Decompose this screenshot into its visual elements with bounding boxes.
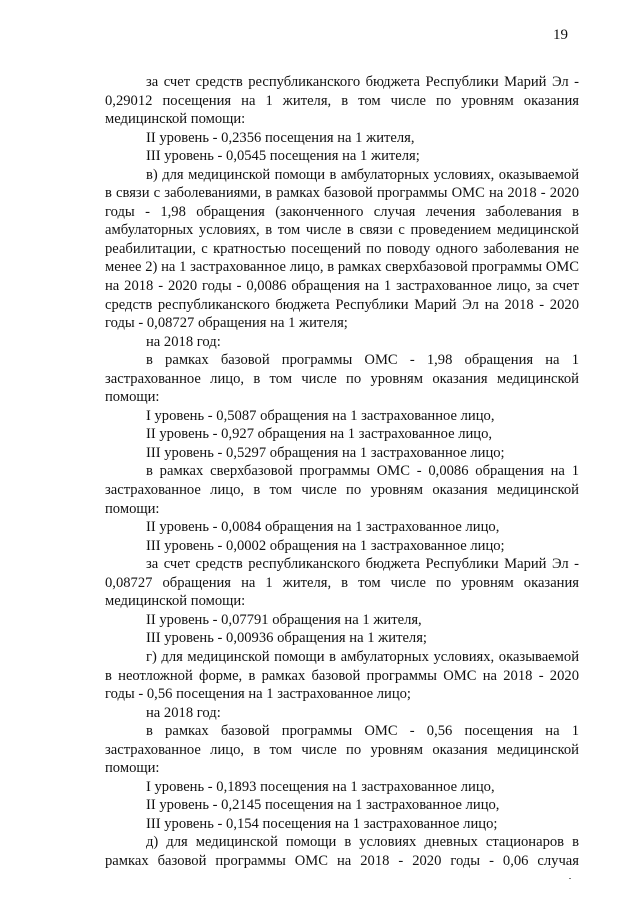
paragraph-extra-level-3-appeals: III уровень - 0,0002 обращения на 1 застрахованное лицо; <box>146 537 505 554</box>
paragraph-republic-budget-visits: за счет средств республиканского бюджета Республики Марий Эл - 0,29012 посещения на 1 жителя, в том числе по уровням оказания медицинской помощи: <box>105 74 579 128</box>
paragraph-extra-base-program-appeals: в рамках сверхбазовой программы ОМС - 0,0086 обращения на 1 застрахованное лицо, в том числе по уровням оказания медицинской помощи: <box>105 463 579 517</box>
paragraph-level-1-visits: I уровень - 0,1893 посещения на 1 застрахованное лицо, <box>146 778 495 795</box>
paragraph-year-2018-second: на 2018 год: <box>146 704 221 721</box>
paragraph-year-2018: на 2018 год: <box>146 333 221 350</box>
paragraph-level-2-visits: II уровень - 0,2356 посещения на 1 жителя, <box>146 129 415 146</box>
scan-speck <box>569 878 571 879</box>
paragraph-outpatient-disease-appeals: в) для медицинской помощи в амбулаторных условиях, оказываемой в связи с заболеваниями, в рамках базовой программы ОМС на 2018 - 2020 годы - 1,98 обращения (законченного случая лечения заболевания в амбулаторных условиях, в том числе в связи с проведением медицинской реабилитации, с кратностью посещений по поводу одного заболевания не менее 2) на 1 застрахованное лицо, в рамках сверхбазовой программы ОМС на 2018 - 2020 годы - 0,0086 обращения на 1 застрахованное лицо, за счет средств республиканского бюджета Республики Марий Эл на 2018 - 2020 годы - 0,08727 обращения на 1 жителя; <box>105 166 579 332</box>
paragraph-level-3-appeals: III уровень - 0,5297 обращения на 1 застрахованное лицо; <box>146 444 505 461</box>
paragraph-base-program-appeals: в рамках базовой программы ОМС - 1,98 обращения на 1 застрахованное лицо, в том числе по уровням оказания медицинской помощи: <box>105 352 579 406</box>
paragraph-base-program-visits: в рамках базовой программы ОМС - 0,56 посещения на 1 застрахованное лицо, в том числе по уровням оказания медицинской помощи: <box>105 723 579 777</box>
paragraph-level-2-visits-second: II уровень - 0,2145 посещения на 1 застрахованное лицо, <box>146 797 500 814</box>
paragraph-emergency-outpatient-visits: г) для медицинской помощи в амбулаторных условиях, оказываемой в неотложной форме, в рамках базовой программы ОМС на 2018 - 2020 годы - 0,56 посещения на 1 застрахованное лицо; <box>105 648 579 703</box>
paragraph-level-3-visits-second: III уровень - 0,154 посещения на 1 застрахованное лицо; <box>146 815 498 832</box>
document-body <box>105 73 579 871</box>
paragraph-level-1-appeals: I уровень - 0,5087 обращения на 1 застрахованное лицо, <box>146 407 495 424</box>
paragraph-level-2-appeals: II уровень - 0,927 обращения на 1 застрахованное лицо, <box>146 426 493 443</box>
page-number: 19 <box>553 27 568 43</box>
paragraph-republic-level-2-appeals: II уровень - 0,07791 обращения на 1 жителя, <box>146 611 422 628</box>
paragraph-day-hospital-cases: д) для медицинской помощи в условиях дневных стационаров в рамках базовой программы ОМС на 2018 - 2020 годы - 0,06 случая <box>105 834 579 869</box>
paragraph-republic-budget-appeals: за счет средств республиканского бюджета Республики Марий Эл - 0,08727 обращения на 1 жителя, в том числе по уровням оказания медицинской помощи: <box>105 556 579 610</box>
paragraph-republic-level-3-appeals: III уровень - 0,00936 обращения на 1 жителя; <box>146 630 427 647</box>
paragraph-extra-level-2-appeals: II уровень - 0,0084 обращения на 1 застрахованное лицо, <box>146 519 500 536</box>
paragraph-level-3-visits: III уровень - 0,0545 посещения на 1 жителя; <box>146 148 420 165</box>
